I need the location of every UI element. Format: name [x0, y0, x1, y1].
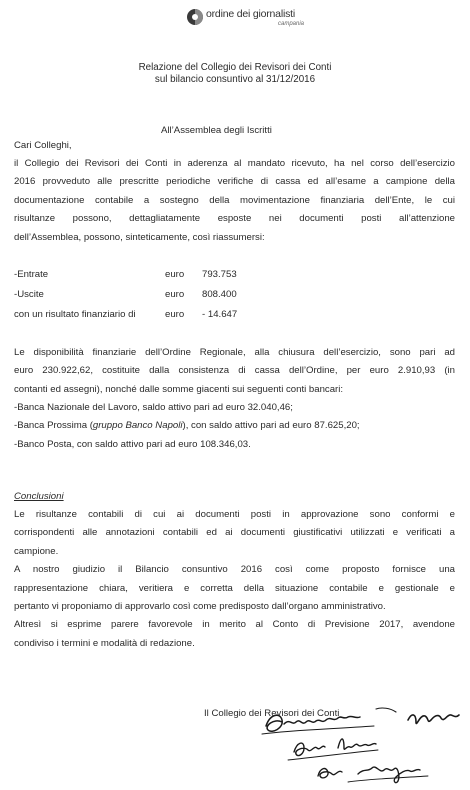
figure-currency: euro [165, 289, 185, 300]
liquidity-paragraph [14, 344, 455, 399]
paragraph-line: Le disponibilità finanziarie dell’Ordine Regionale, alla chiusura dell’esercizio, sono pari ad [14, 347, 455, 358]
paragraph-line: condiviso i termini e modalità di redazione. [14, 637, 195, 649]
logo-title: ordine dei giornalisti [206, 8, 295, 20]
paragraph-line: euro 230.922,62, costituite dalla consistenza di cassa dell’Ordine, per euro 2.910,93 (in [14, 365, 455, 377]
signature-stroke [284, 716, 360, 724]
conclusions-heading: Conclusioni [14, 491, 64, 502]
bank-account-item: -Banca Nazionale del Lavoro, saldo attivo pari ad euro 32.040,46; [14, 402, 293, 413]
paragraph-line: campione. [14, 545, 59, 557]
figure-currency: euro [165, 269, 185, 280]
figure-label: -Entrate [14, 269, 49, 280]
bank-account-item: -Banca Prossima (gruppo Banco Napoli), con saldo attivo pari ad euro 87.625,20; [14, 420, 360, 432]
handwritten-signatures [258, 700, 463, 785]
signature-stroke [318, 769, 342, 778]
logo [186, 6, 326, 32]
figure-currency: euro [165, 309, 185, 320]
signature-stroke [338, 739, 376, 749]
paragraph-line: 2016 provveduto alle prescritte periodiche verifiche di cassa ed all’esame a campione della [14, 176, 455, 188]
figure-value: - 14.647 [202, 309, 238, 320]
signature-stroke [294, 743, 325, 756]
signature-stroke [262, 726, 374, 734]
figure-value: 793.753 [202, 269, 237, 280]
signature-stroke [408, 715, 459, 724]
paragraph-line: Altresì si esprime parere favorevole in merito al Conto di Previsione 2017, avendone [14, 619, 455, 631]
paragraph-line: corrispondenti alle annotazioni contabili ed ai documenti giustificativi utilizzati e verificati a [14, 527, 455, 539]
addressee: All’Assemblea degli Iscritti [161, 125, 272, 136]
signature-stroke [348, 776, 428, 782]
paragraph-line: contanti ed assegni), nonché dalle somme giacenti sui seguenti conti bancari: [14, 383, 344, 395]
bank-account-item: -Banco Posta, con saldo attivo pari ad euro 108.346,03. [14, 438, 251, 450]
signature-stroke [376, 708, 396, 712]
logo-subtitle: campania [278, 21, 305, 27]
figure-label: con un risultato finanziario di [14, 309, 136, 320]
paragraph-line: A nostro giudizio il Bilancio consuntivo 2016 così come proposto fornisce una [14, 564, 455, 576]
logo-mark-icon [186, 8, 204, 26]
figure-label: -Uscite [14, 289, 44, 300]
paragraph-line: dell’Assemblea, possono, sinteticamente, così riassumersi: [14, 231, 265, 243]
paragraph-line: Le risultanze contabili di cui ai documenti posti in approvazione sono conformi e [14, 509, 455, 520]
paragraph-line: risultanze possono, dettagliatamente esposte nei documenti posti all’attenzione [14, 213, 455, 225]
report-title-line-1: Relazione del Collegio dei Revisori dei Conti [138, 62, 332, 73]
paragraph-line: rappresentazione chiara, veritiera e corretta della situazione contabile e gestionale e [14, 582, 455, 594]
paragraph-line: pertanto vi proponiamo di approvarlo così come predisposto dall’organo amministrativo. [14, 600, 386, 612]
bank-accounts-list [14, 399, 360, 454]
report-title-line-2: sul bilancio consuntivo al 31/12/2016 [154, 74, 316, 85]
signature-stroke [266, 715, 282, 731]
signature-label: Il Collegio dei Revisori dei Conti [204, 708, 340, 719]
paragraph-line: il Collegio dei Revisori dei Conti in aderenza al mandato ricevuto, ha nel corso dell’esercizio [14, 158, 455, 169]
figure-value: 808.400 [202, 289, 237, 300]
intro-paragraph [14, 155, 455, 247]
conclusions-paragraph [14, 506, 455, 653]
paragraph-line: documentazione contabile a sostegno della movimentazione finanziaria dell’Ente, le cui [14, 194, 455, 206]
salutation: Cari Colleghi, [14, 140, 72, 151]
